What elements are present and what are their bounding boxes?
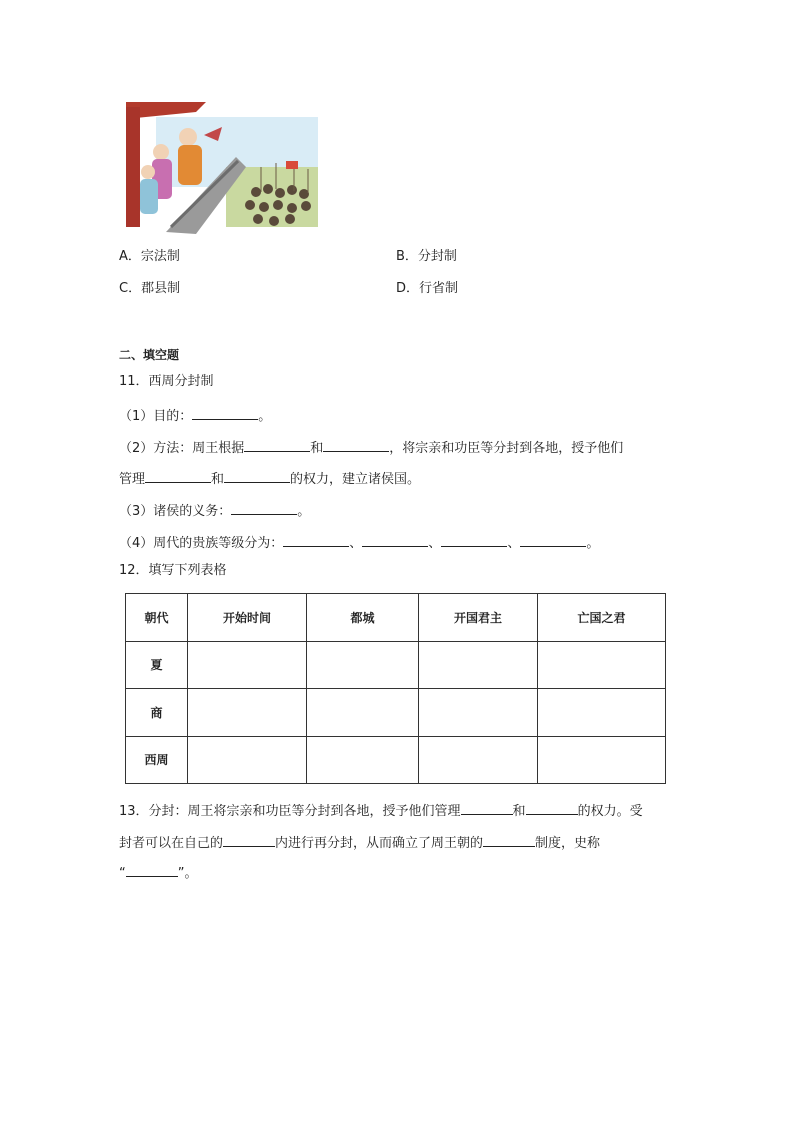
q11-part2-c: ，将宗亲和功臣等分封到各地，授予他们 [389,441,624,456]
table-cell[interactable] [419,641,538,689]
table-cell[interactable] [538,736,666,784]
table-cell[interactable] [307,641,419,689]
option-a-letter: A． [119,249,141,264]
answer-blank[interactable] [192,405,258,420]
answer-blank[interactable] [283,532,349,547]
answer-blank[interactable] [461,800,513,815]
q11-part4-sep: 、 [428,536,442,551]
q11-part2-line1 [119,437,623,458]
q11-part4-end: 。 [586,536,600,551]
table-header: 朝代 [126,594,188,642]
answer-blank[interactable] [362,532,428,547]
row-label: 夏 [126,641,188,689]
q11-part2-line2 [119,468,420,489]
table-cell[interactable] [307,689,419,737]
table-cell[interactable] [538,641,666,689]
table-header: 开国君主 [419,594,538,642]
option-a [119,248,180,266]
q13-d: 封者可以在自己的 [119,836,224,851]
q13-a: 13．分封：周王将宗亲和功臣等分封到各地，授予他们管理 [119,804,461,819]
option-d-letter: D． [396,281,420,296]
answer-blank[interactable] [244,437,310,452]
table-cell[interactable] [307,736,419,784]
illustration-image [126,97,318,234]
row-label: 西周 [126,736,188,784]
q13-h: ”。 [177,866,198,881]
table-cell[interactable] [538,689,666,737]
answer-blank[interactable] [223,832,275,847]
answer-blank[interactable] [323,437,389,452]
q11-part3 [119,500,310,521]
q11-part4 [119,532,599,553]
option-b-text: 分封制 [417,249,457,264]
q11-part2-f: 的权力，建立诸侯国。 [290,472,421,487]
table-row [126,689,666,737]
q11-part3-end: 。 [297,504,311,519]
q11-part2-d: 管理 [119,472,146,487]
answer-blank[interactable] [520,532,586,547]
q11-part1-end: 。 [258,409,272,424]
option-c-text: 郡县制 [141,281,181,296]
q11-part4-sep: 、 [349,536,363,551]
option-b-letter: B． [396,249,418,264]
table-header: 亡国之君 [538,594,666,642]
q13-line2 [119,832,600,853]
q13-f: 制度，史称 [535,836,601,851]
q11-part2-a: （2）方法：周王根据 [119,441,245,456]
dynasty-table [125,593,666,784]
q13-line3 [119,862,198,883]
table-cell[interactable] [188,641,307,689]
q13-e: 内进行再分封，从而确立了周王朝的 [275,836,484,851]
table-cell[interactable] [419,736,538,784]
section-title: 二、填空题 [119,348,180,362]
q13-line1 [119,800,643,821]
option-a-text: 宗法制 [140,249,180,264]
answer-blank[interactable] [145,468,211,483]
table-header: 开始时间 [188,594,307,642]
option-d-text: 行省制 [419,281,459,296]
table-header: 都城 [307,594,419,642]
table-cell[interactable] [188,689,307,737]
answer-blank[interactable] [231,500,297,515]
row-label: 商 [126,689,188,737]
answer-blank[interactable] [441,532,507,547]
q11-part4-sep: 、 [507,536,521,551]
option-b [396,248,457,266]
q11-part1 [119,405,271,426]
table-cell[interactable] [188,736,307,784]
table-header-row [126,594,666,642]
table-row [126,736,666,784]
option-c [119,280,180,298]
q11-title: 11．西周分封制 [119,374,214,389]
q11-part4-label: （4）周代的贵族等级分为： [119,536,284,551]
table-cell[interactable] [419,689,538,737]
q13-g: “ [119,866,126,881]
q11-part1-label: （1）目的： [119,409,193,424]
q13-b: 和 [512,804,526,819]
q11-part3-label: （3）诸侯的义务： [119,504,232,519]
answer-blank[interactable] [526,800,578,815]
answer-blank[interactable] [126,862,178,877]
q11-part2-b: 和 [310,441,324,456]
q12-title: 12．填写下列表格 [119,563,227,578]
option-d [396,280,458,298]
q13-c: 的权力。受 [577,804,643,819]
answer-blank[interactable] [224,468,290,483]
option-c-letter: C． [119,281,142,296]
table-row [126,641,666,689]
q11-part2-e: 和 [211,472,225,487]
answer-blank[interactable] [483,832,535,847]
